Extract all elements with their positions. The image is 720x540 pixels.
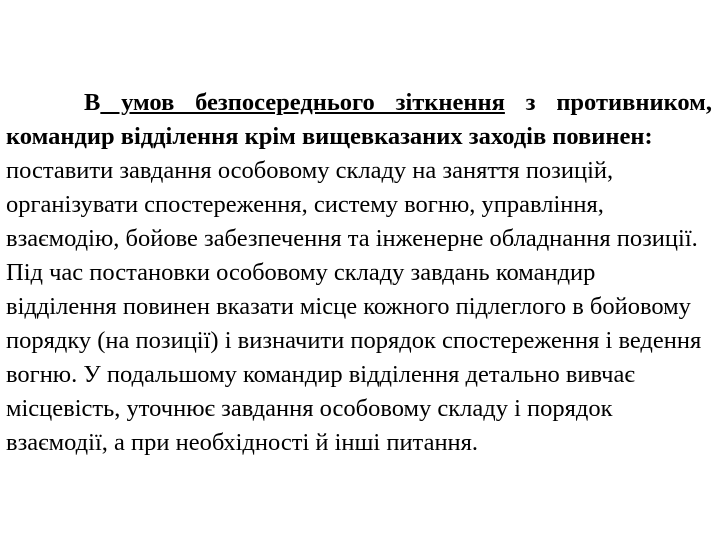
slide-body-text: поставити завдання особовому складу на заняття позицій, організувати спостереження, систему вогню, управління, взаємодію, бойове забезпечення та інженерне обладнання позиції. Під час постановки особовому складу завдань командир відділення повинен вказати місце кожного підлеглого в бойовому порядку (на позиції) і визначити порядок спостереження і ведення вогню. У подальшому командир відділення детально вивчає місцевість, уточнює завдання особовому складу і порядок взаємодії, а при необхідності й інші питання. [6, 157, 702, 456]
slide-text-block [6, 86, 712, 460]
slide-heading [6, 86, 712, 154]
heading-lead: В [84, 89, 101, 116]
heading-underlined-phrase: умов безпосереднього зіткнення [100, 89, 505, 116]
heading-tail: з противником, командир відділення крім вищевказаних заходів повинен: [6, 89, 712, 150]
